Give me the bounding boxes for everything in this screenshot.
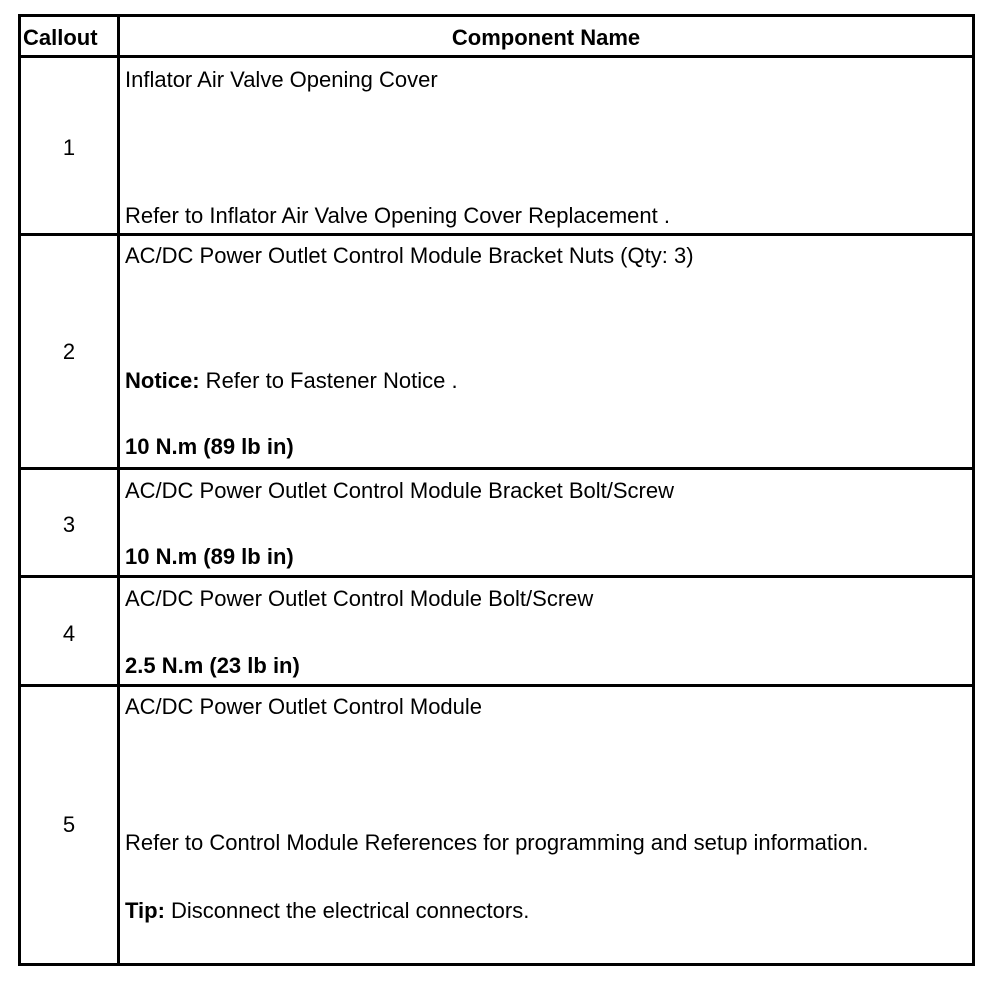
- component-name: AC/DC Power Outlet Control Module: [125, 694, 483, 719]
- callout-number: 3: [62, 512, 76, 537]
- header-callout: Callout: [23, 25, 98, 50]
- table-row: [21, 58, 972, 233]
- reference-text: Refer to Control Module References for programming and setup information.: [125, 830, 869, 855]
- callout-number: 2: [62, 339, 76, 364]
- callout-number: 1: [62, 135, 76, 160]
- table-row: [21, 578, 972, 684]
- reference-text: Refer to Inflator Air Valve Opening Cover Replacement .: [125, 203, 670, 228]
- component-name: Inflator Air Valve Opening Cover: [125, 67, 438, 92]
- header-component-name: Component Name: [451, 25, 641, 50]
- tip-label: Tip:: [125, 898, 165, 923]
- table-row: [21, 236, 972, 467]
- tip-text: [125, 898, 529, 924]
- component-name: AC/DC Power Outlet Control Module Bracket Bolt/Screw: [125, 478, 674, 503]
- torque-spec: 10 N.m (89 lb in): [125, 434, 294, 459]
- torque-spec: 10 N.m (89 lb in): [125, 544, 294, 569]
- component-name: AC/DC Power Outlet Control Module Bolt/Screw: [125, 586, 594, 611]
- torque-spec: 2.5 N.m (23 lb in): [125, 653, 300, 678]
- notice-body: Refer to Fastener Notice .: [199, 368, 458, 393]
- callout-number: 5: [62, 812, 76, 837]
- notice-label: Notice:: [125, 368, 200, 393]
- table-row: [21, 470, 972, 575]
- notice-text: [125, 368, 458, 394]
- table-row: [21, 687, 972, 963]
- component-name: AC/DC Power Outlet Control Module Bracket Nuts (Qty: 3): [125, 243, 694, 268]
- callout-number: 4: [62, 621, 76, 646]
- component-table: [18, 14, 975, 966]
- tip-body: Disconnect the electrical connectors.: [164, 898, 530, 923]
